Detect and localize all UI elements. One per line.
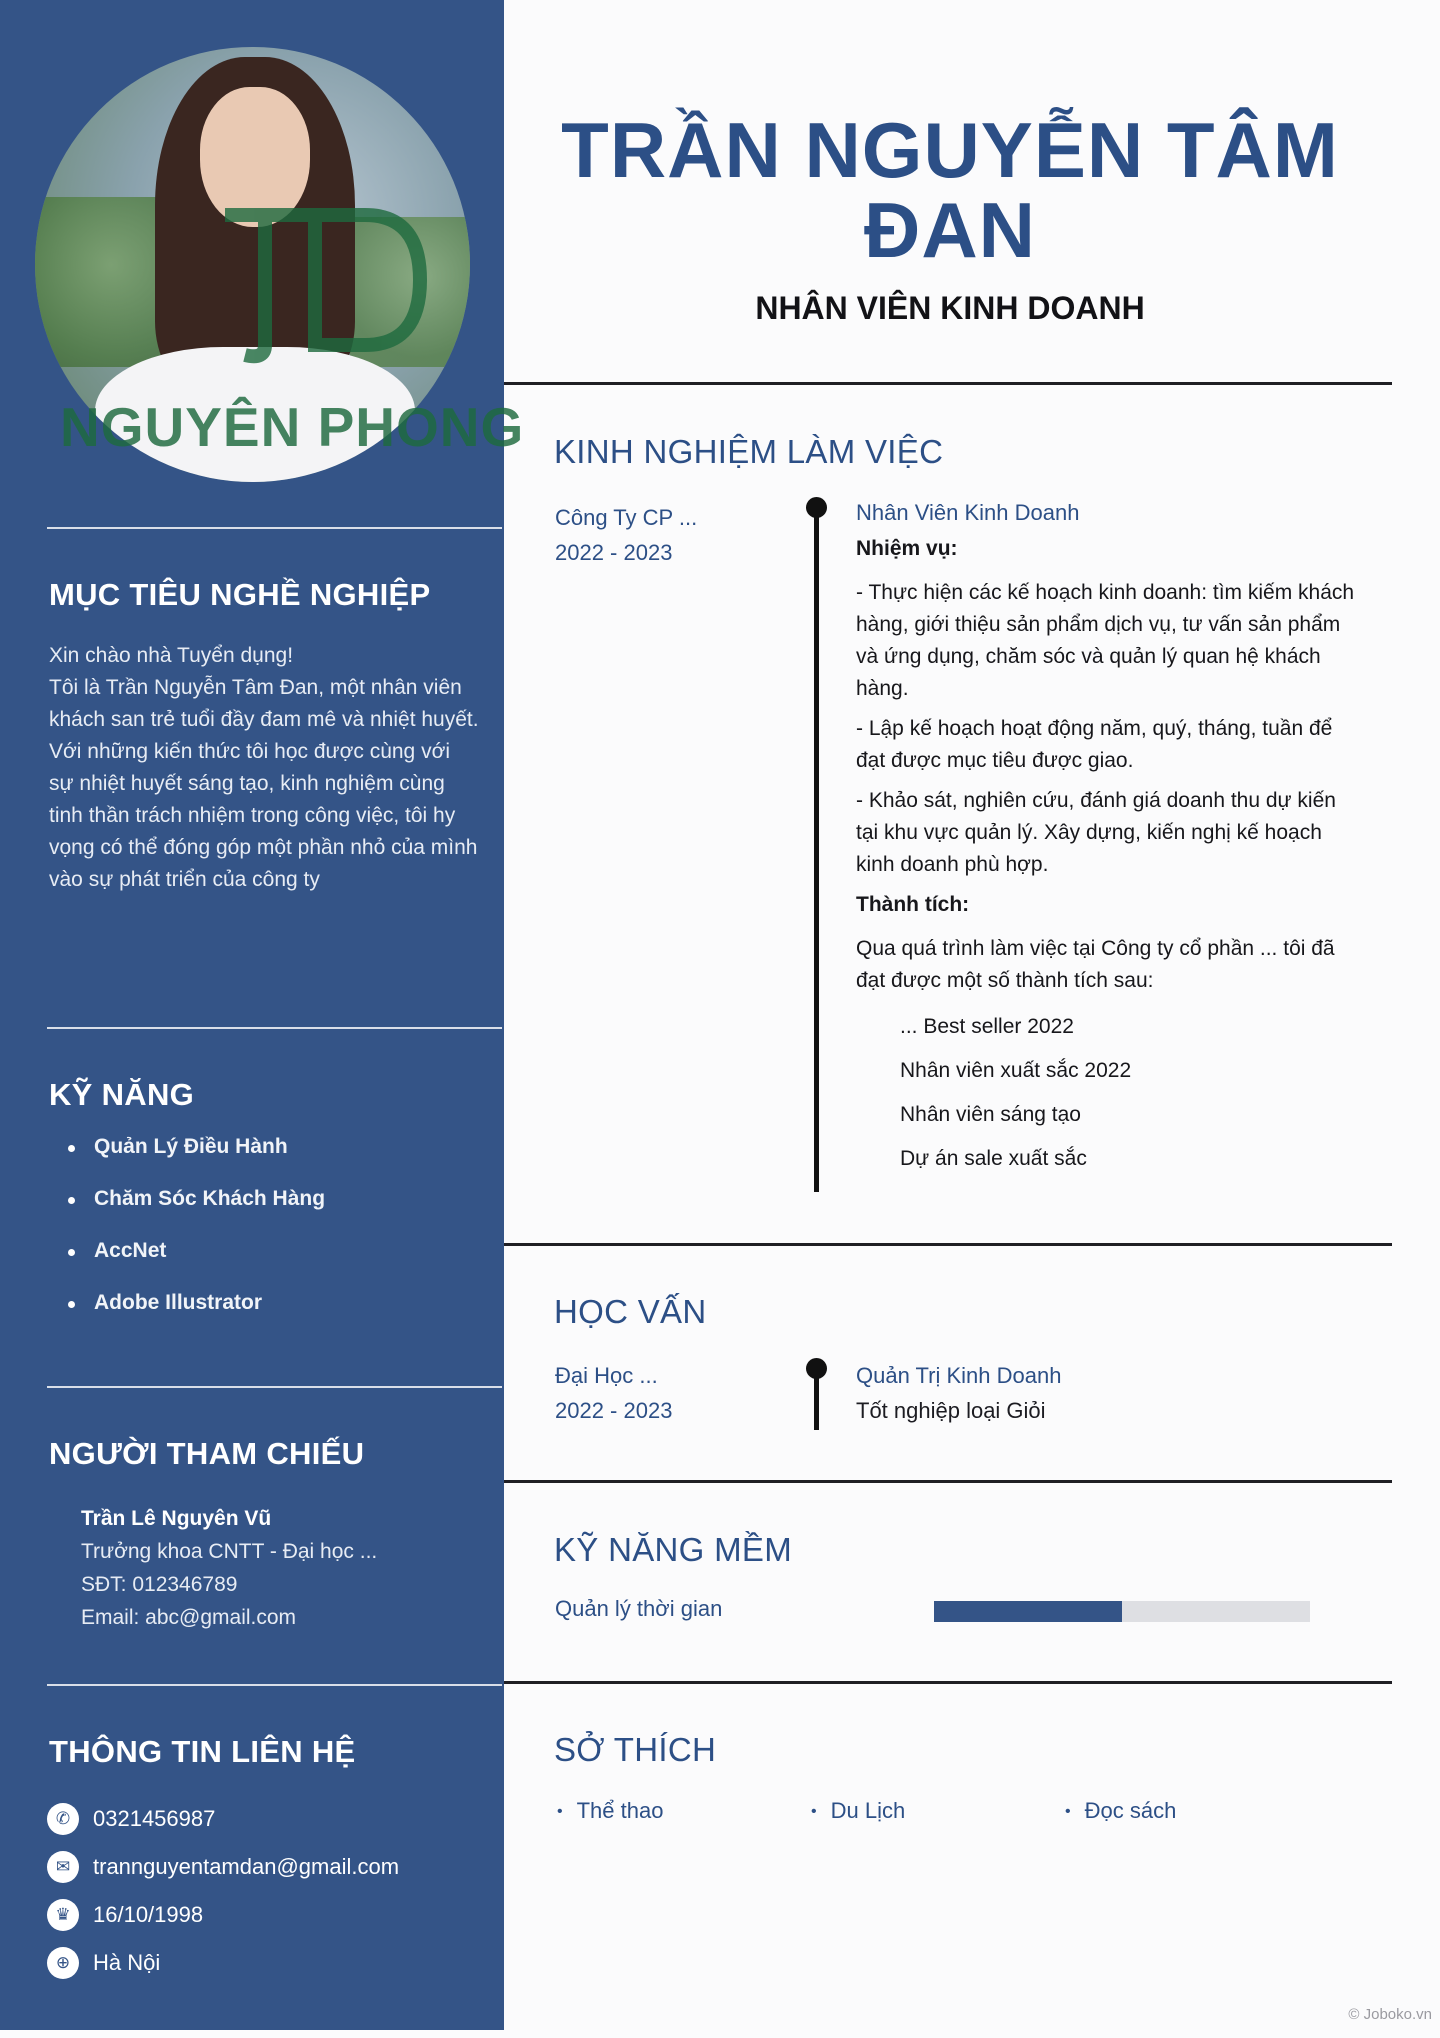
skill-item: Chăm Sóc Khách Hàng [65, 1187, 325, 1239]
contact-address: Hà Nội [93, 1950, 161, 1975]
duty-item: - Khảo sát, nghiên cứu, đánh giá doanh thu dự kiến tại khu vực quản lý. Xây dựng, kiến nghị kế hoạch kinh doanh phù hợp. [856, 789, 1336, 876]
contact-phone-row [47, 1795, 399, 1843]
duty-item: - Thực hiện các kế hoạch kinh doanh: tìm kiếm khách hàng, giới thiệu sản phẩm dịch vụ, tư vấn sản phẩm và ứng dụng, chăm sóc và quản lý quan hệ khách hàng. [856, 581, 1355, 700]
experience-company-block [555, 500, 697, 570]
contact-email: trannguyentamdan@gmail.com [93, 1854, 400, 1879]
reference-name: Trần Lê Nguyên Vũ [81, 1507, 272, 1530]
experience-job-title: Nhân Viên Kinh Doanh [856, 500, 1080, 525]
achievement-item: Nhân viên sáng tạo [900, 1103, 1081, 1126]
duty-item: - Lập kế hoạch hoạt động năm, quý, tháng, tuần để đạt được mục tiêu được giao. [856, 717, 1333, 772]
phone-icon: ✆ [47, 1803, 79, 1835]
education-major: Quản Trị Kinh Doanh [856, 1363, 1062, 1388]
reference-email: Email: abc@gmail.com [81, 1606, 297, 1629]
objective-text [49, 640, 479, 896]
education-period: 2022 - 2023 [555, 1398, 673, 1423]
location-icon: ⊕ [47, 1947, 79, 1979]
objective-heading: MỤC TIÊU NGHỀ NGHIỆP [49, 577, 431, 612]
section-divider [504, 1243, 1392, 1246]
skill-item: Quản Lý Điều Hành [65, 1135, 325, 1187]
reference-position: Trưởng khoa CNTT - Đại học ... [81, 1540, 378, 1563]
education-details [856, 1358, 1061, 1428]
reference-phone: SĐT: 012346789 [81, 1573, 238, 1596]
contact-birthday-row [47, 1891, 399, 1939]
brand-logo-text: NGUYÊN PHONG [60, 396, 525, 458]
contact-heading: THÔNG TIN LIÊN HỆ [49, 1734, 356, 1769]
cake-icon: ♛ [47, 1899, 79, 1931]
contact-address-row [47, 1939, 399, 1987]
experience-heading: KINH NGHIỆM LÀM VIỆC [554, 433, 944, 470]
objective-line: Xin chào nhà Tuyển dụng! [49, 644, 294, 667]
duties-label: Nhiệm vụ: [856, 537, 958, 560]
contact-phone: 0321456987 [93, 1806, 216, 1831]
experience-period: 2022 - 2023 [555, 540, 673, 565]
experience-details [856, 497, 1356, 1181]
education-school: Đại Học ... [555, 1363, 658, 1388]
envelope-icon: ✉ [47, 1851, 79, 1883]
reference-block [81, 1502, 377, 1634]
education-school-block [555, 1358, 672, 1428]
sidebar [0, 0, 525, 2030]
section-divider [47, 1684, 502, 1686]
section-divider [504, 1480, 1392, 1483]
hobbies-heading: SỞ THÍCH [554, 1731, 717, 1768]
section-divider [47, 1386, 502, 1388]
skills-list [65, 1135, 325, 1343]
achievements-label: Thành tích: [856, 893, 970, 916]
skill-item: AccNet [65, 1239, 325, 1291]
achievement-item: ... Best seller 2022 [900, 1015, 1074, 1038]
objective-line: Với những kiến thức tôi học được cùng với sự nhiệt huyết sáng tạo, kinh nghiệm cùng tinh thần trách nhiệm trong công việc, tôi hy vọng có thể đóng góp một phần nhỏ của mình vào sự phát triển của công ty [49, 740, 478, 891]
section-divider [504, 382, 1392, 385]
achievement-item: Dự án sale xuất sắc [900, 1147, 1087, 1170]
candidate-role: NHÂN VIÊN KINH DOANH [755, 290, 1145, 326]
soft-skill-name: Quản lý thời gian [555, 1596, 723, 1621]
reference-heading: NGƯỜI THAM CHIẾU [49, 1436, 365, 1471]
hobby-item: • Thể thao [557, 1798, 663, 1824]
skill-item: Adobe Illustrator [65, 1291, 325, 1343]
section-divider [47, 1027, 502, 1029]
achievement-item: Nhân viên xuất sắc 2022 [900, 1059, 1132, 1082]
experience-company: Công Ty CP ... [555, 505, 698, 530]
section-divider [47, 527, 502, 529]
achievements-intro: Qua quá trình làm việc tại Công ty cổ phần ... tôi đã đạt được một số thành tích sau: [856, 937, 1335, 992]
timeline-line [814, 1370, 819, 1430]
soft-skill-bar-fill [934, 1601, 1122, 1622]
education-heading: HỌC VẤN [554, 1293, 707, 1330]
achievements-list [856, 1005, 1356, 1181]
soft-skill-bar [934, 1601, 1310, 1622]
contact-list [47, 1795, 399, 1987]
education-result: Tốt nghiệp loại Giỏi [856, 1398, 1046, 1423]
watermark: © Joboko.vn [1348, 2006, 1432, 2023]
objective-line: Tôi là Trần Nguyễn Tâm Đan, một nhân viên khách san trẻ tuổi đầy đam mê và nhiệt huyết. [49, 676, 479, 731]
contact-birthday: 16/10/1998 [93, 1902, 204, 1927]
contact-email-row [47, 1843, 399, 1891]
candidate-name: TRẦN NGUYỄN TÂM ĐAN [561, 106, 1339, 274]
timeline-line [814, 508, 819, 1192]
hobby-item: • Du Lịch [811, 1798, 905, 1824]
hobby-item: • Đọc sách [1065, 1798, 1176, 1824]
section-divider [504, 1681, 1392, 1684]
soft-skills-heading: KỸ NĂNG MỀM [554, 1531, 792, 1568]
brand-logo-mark [205, 195, 435, 370]
skills-heading: KỸ NĂNG [49, 1077, 195, 1112]
